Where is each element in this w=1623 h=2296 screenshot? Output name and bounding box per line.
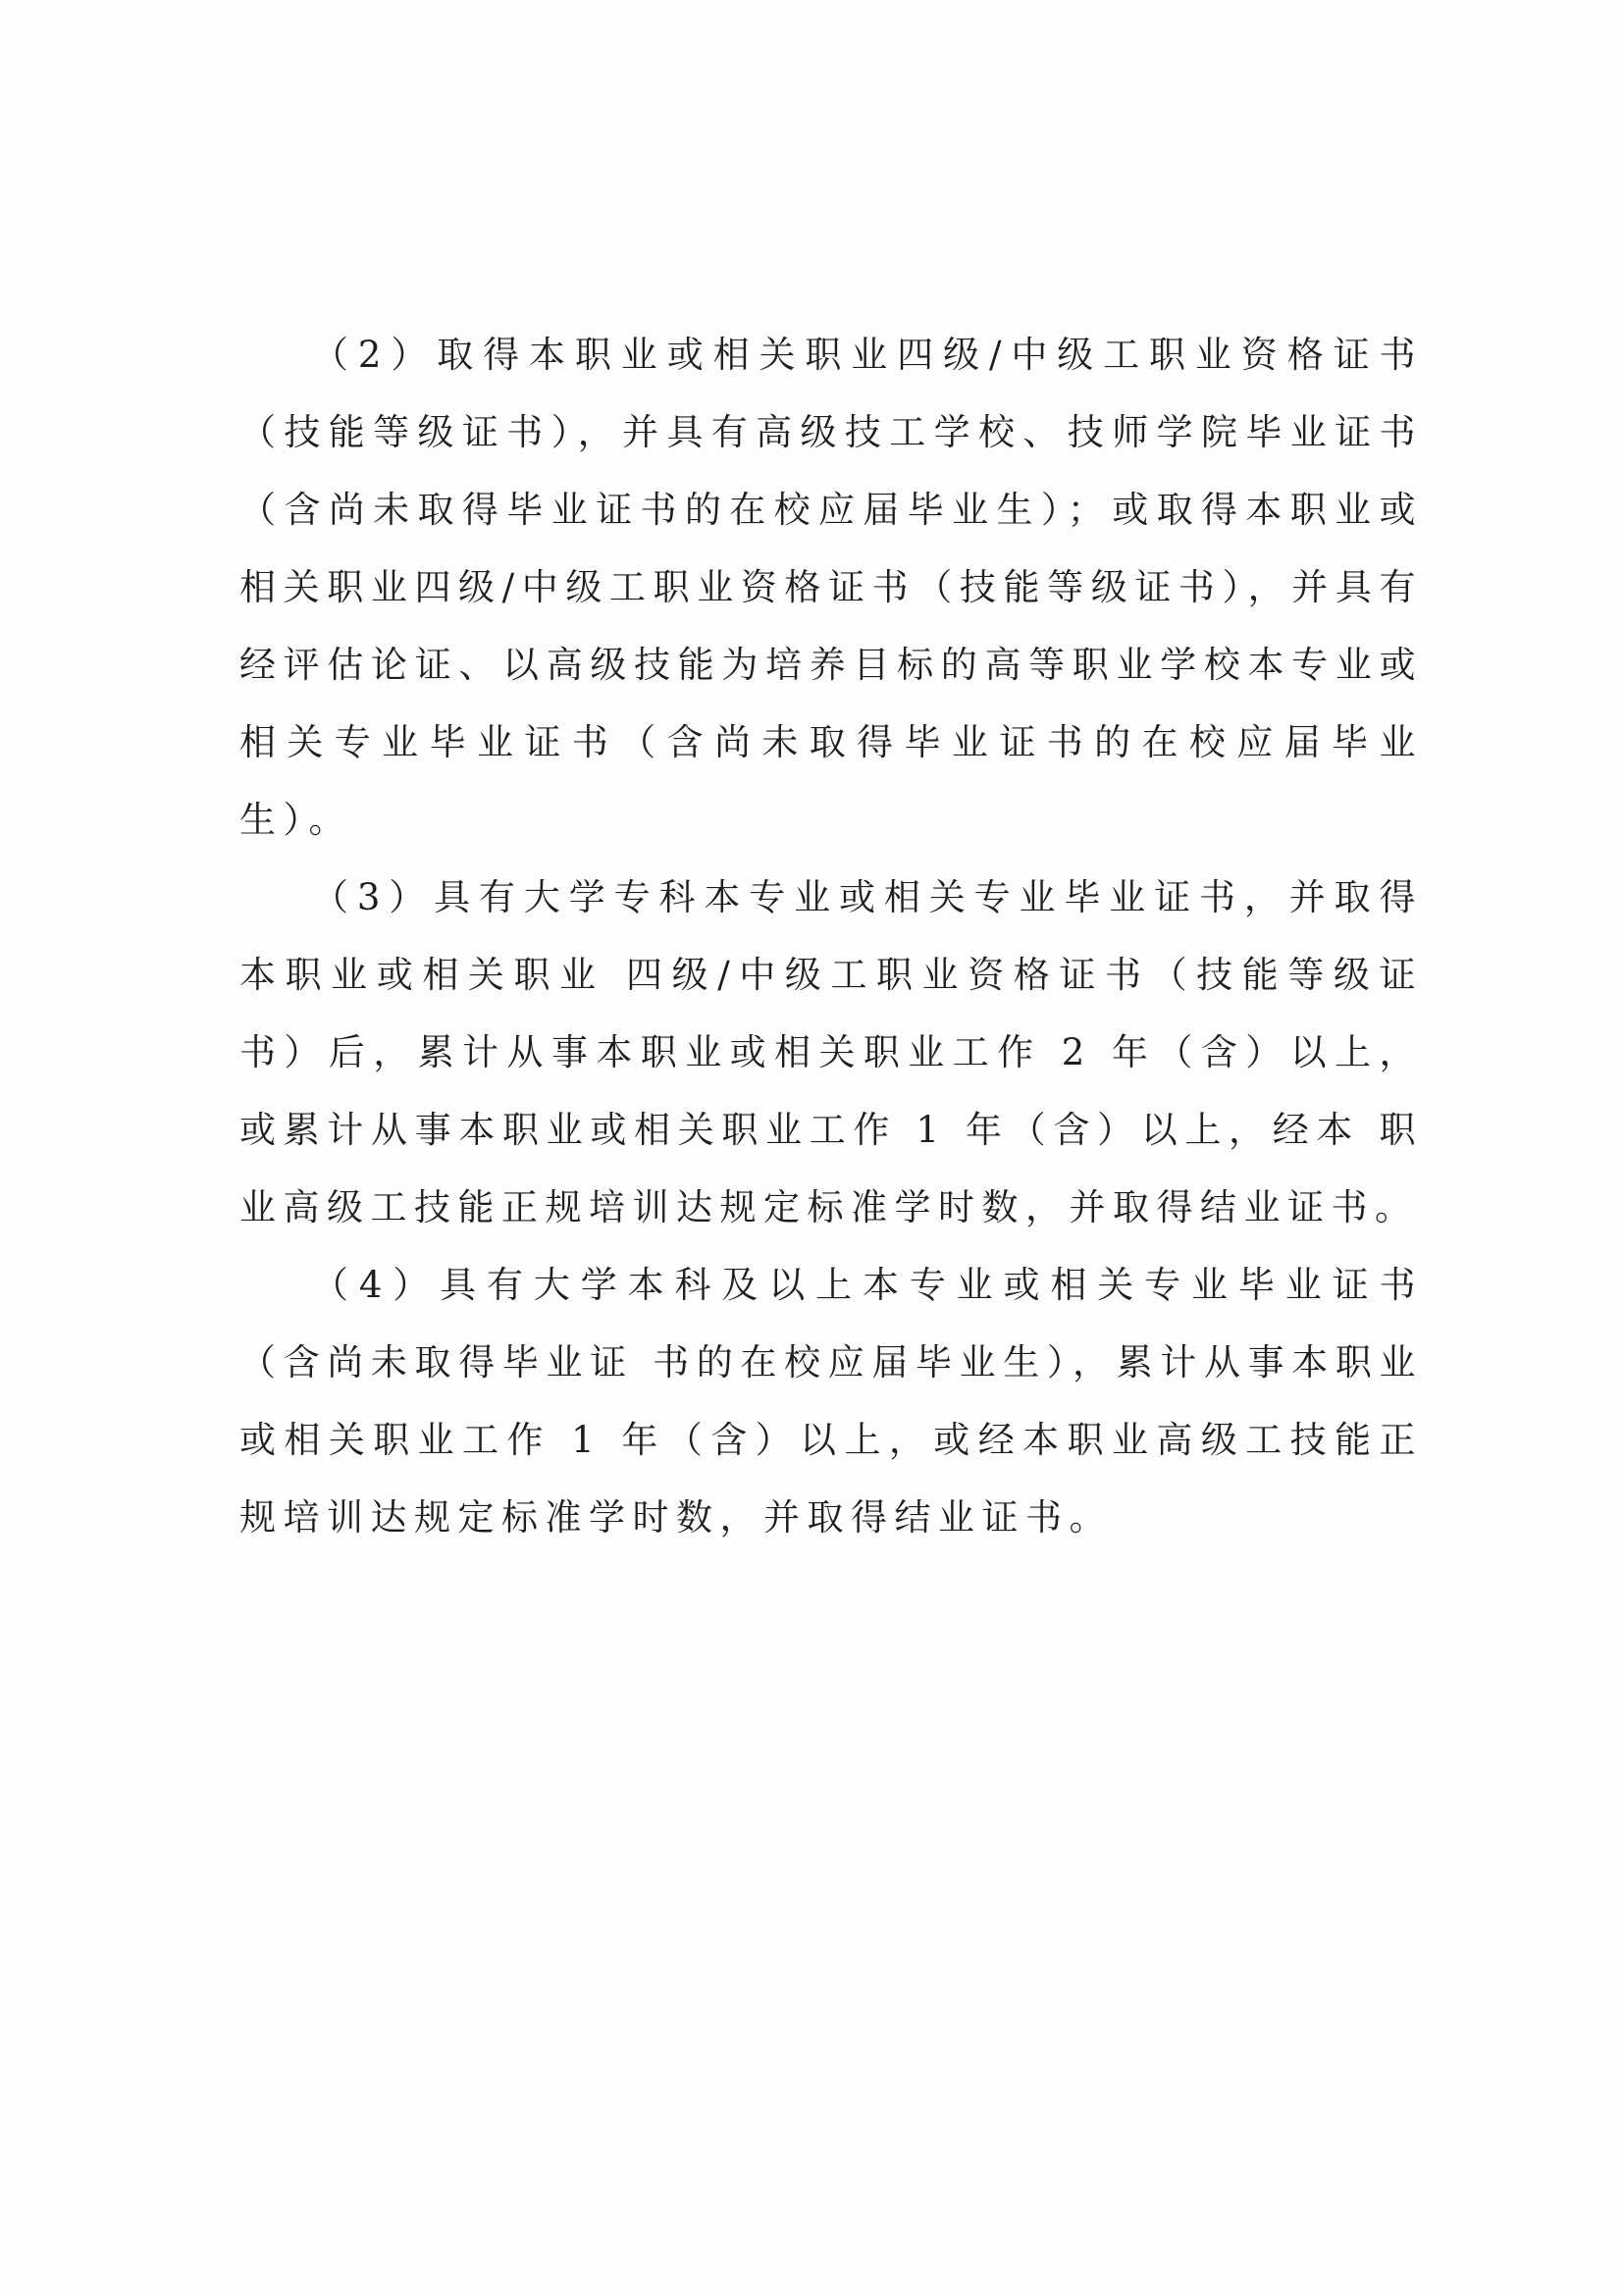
paragraph-2: （2）取得本职业或相关职业四级/中级工职业资格证书（技能等级证书），并具有高级技工学校、技师学院毕业证书（含尚未取得毕业证书的在校应届毕业生）；或取得本职业或相关职业四级/中级工职业资格证书（技能等级证书），并具有经评估论证、以高级技能为培养目标的高等职业学校本专业或相关专业毕业证书（含尚未取得毕业证书的在校应届毕业生）。 <box>239 334 1423 841</box>
paragraph-3: （3）具有大学专科本专业或相关专业毕业证书，并取得本职业或相关职业 四级/中级工职业资格证书（技能等级证书）后，累计从事本职业或相关职业工作 2 年（含）以上，或累计从事本职业或相关职业工作 1 年（含）以上，经本 职业高级工技能正规培训达规定标准学时数，并取得结业证书。 <box>239 876 1423 1228</box>
paragraph-4: （4）具有大学本科及以上本专业或相关专业毕业证书（含尚未取得毕业证 书的在校应届毕业生），累计从事本职业或相关职业工作 1 年（含）以上，或经本职业高级工技能正规培训达规定标准学时数，并取得结业证书。 <box>239 1264 1423 1539</box>
document-body <box>239 316 1423 1556</box>
